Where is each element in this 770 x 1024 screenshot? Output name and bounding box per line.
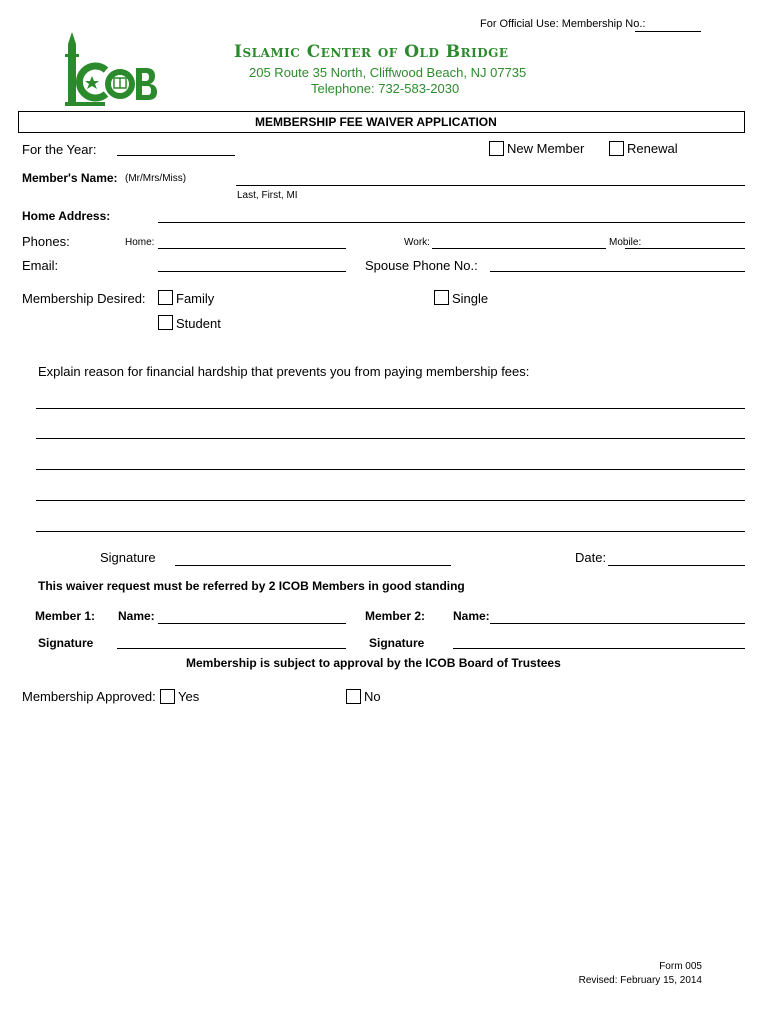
member2-name-line[interactable]	[490, 623, 745, 624]
home-address-line[interactable]	[158, 222, 745, 223]
member2-label: Member 2:	[365, 609, 426, 623]
renewal-checkbox[interactable]	[609, 141, 624, 156]
date-label: Date:	[575, 550, 607, 565]
email-line[interactable]	[158, 271, 346, 272]
members-name-line[interactable]	[236, 185, 745, 186]
name-format-hint: Last, First, MI	[237, 190, 298, 201]
member1-signature-label: Signature	[38, 636, 94, 650]
mobile-phone-line[interactable]	[625, 248, 745, 249]
icob-logo	[62, 32, 162, 106]
date-line[interactable]	[608, 565, 745, 566]
member2-name-label: Name:	[453, 609, 490, 623]
form-title: MEMBERSHIP FEE WAIVER APPLICATION	[255, 115, 497, 129]
official-use-label: For Official Use: Membership No.:	[480, 18, 646, 30]
signature-label: Signature	[100, 550, 156, 565]
family-label: Family	[176, 291, 215, 306]
member1-name-label: Name:	[118, 609, 155, 623]
hardship-prompt: Explain reason for financial hardship that prevents you from paying membership fees:	[38, 364, 530, 379]
email-label: Email:	[22, 258, 59, 273]
approved-yes-label: Yes	[178, 689, 200, 704]
org-name: Islamic Center of Old Bridge	[234, 42, 509, 62]
renewal-label: Renewal	[627, 141, 678, 156]
member1-name-line[interactable]	[158, 623, 346, 624]
approved-no-label: No	[364, 689, 381, 704]
student-label: Student	[176, 316, 221, 331]
hardship-line-4[interactable]	[36, 500, 745, 501]
signature-line[interactable]	[175, 565, 451, 566]
member2-signature-label: Signature	[369, 636, 425, 650]
new-member-checkbox[interactable]	[489, 141, 504, 156]
member1-label: Member 1:	[35, 609, 96, 623]
approved-yes-checkbox[interactable]	[160, 689, 175, 704]
phones-label: Phones:	[22, 234, 70, 249]
family-checkbox[interactable]	[158, 290, 173, 305]
hardship-line-2[interactable]	[36, 438, 745, 439]
home-address-label: Home Address:	[22, 209, 111, 223]
hardship-line-3[interactable]	[36, 469, 745, 470]
new-member-label: New Member	[507, 141, 585, 156]
student-checkbox[interactable]	[158, 315, 173, 330]
single-checkbox[interactable]	[434, 290, 449, 305]
mobile-phone-label: Mobile:	[609, 237, 642, 248]
work-phone-line[interactable]	[432, 248, 606, 249]
home-phone-label: Home:	[125, 237, 155, 248]
hardship-line-1[interactable]	[36, 408, 745, 409]
org-telephone: Telephone: 732-583-2030	[311, 81, 460, 96]
official-use-line[interactable]	[635, 31, 701, 32]
hardship-line-5[interactable]	[36, 531, 745, 532]
members-name-hint: (Mr/Mrs/Miss)	[125, 173, 187, 184]
approval-note: Membership is subject to approval by the ICOB Board of Trustees	[186, 656, 561, 670]
home-phone-line[interactable]	[158, 248, 346, 249]
membership-approved-label: Membership Approved:	[22, 689, 156, 704]
member2-signature-line[interactable]	[453, 648, 745, 649]
single-label: Single	[452, 291, 489, 306]
members-name-label: Member's Name:	[22, 171, 118, 185]
year-line[interactable]	[117, 155, 235, 156]
year-label: For the Year:	[22, 142, 97, 157]
form-number: Form 005	[659, 961, 702, 972]
member1-signature-line[interactable]	[117, 648, 346, 649]
referral-note: This waiver request must be referred by 2 ICOB Members in good standing	[38, 579, 465, 593]
org-address: 205 Route 35 North, Cliffwood Beach, NJ 07735	[249, 65, 527, 80]
membership-desired-label: Membership Desired:	[22, 291, 146, 306]
work-phone-label: Work:	[404, 237, 430, 248]
revised-date: Revised: February 15, 2014	[578, 975, 702, 986]
approved-no-checkbox[interactable]	[346, 689, 361, 704]
spouse-phone-line[interactable]	[490, 271, 745, 272]
spouse-phone-label: Spouse Phone No.:	[365, 258, 478, 273]
